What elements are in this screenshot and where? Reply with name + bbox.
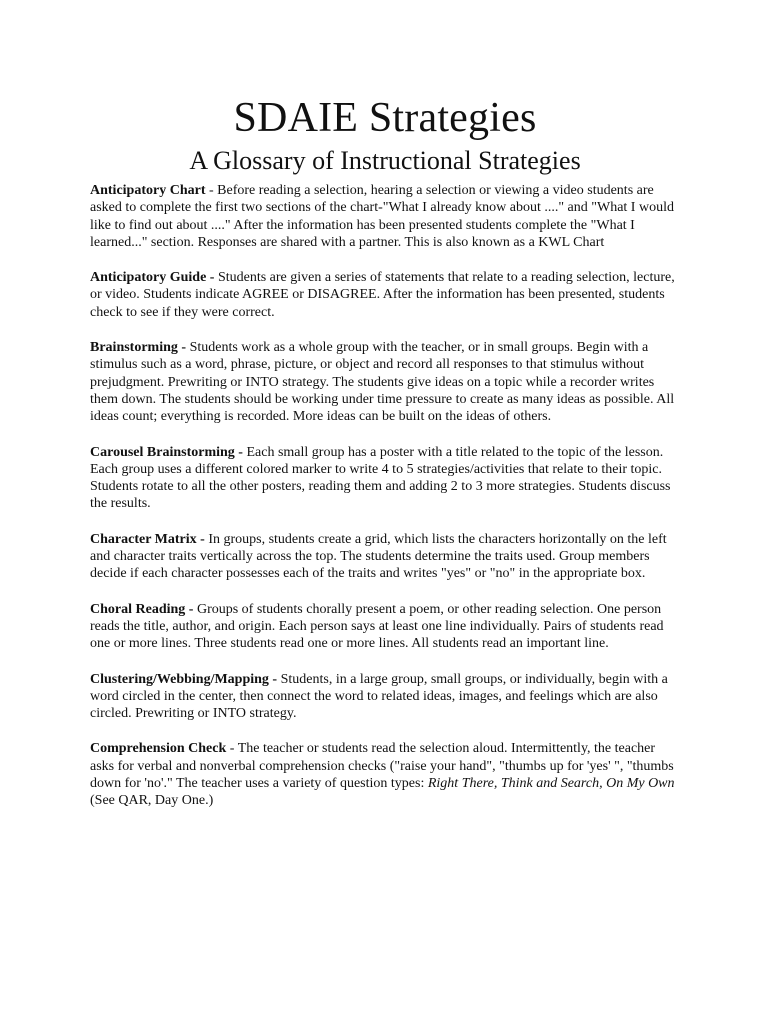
- entry-anticipatory-chart: [90, 182, 680, 251]
- entry-term: Carousel Brainstorming -: [90, 444, 243, 460]
- entry-term: Brainstorming -: [90, 340, 187, 356]
- entry-text: Students work as a whole group with the teacher, or in small groups. Begin with a stimulus such as a word, phrase, picture, or object and record all responses to that stimulus without prejudgment. Prewriting or INTO strategy. The students give ideas on a topic while a recorder writes them down. The students should be working under time pressure to create as many ideas as possible. All ideas count; everything is recorded. More ideas can be built on the ideas of others.: [90, 340, 675, 425]
- entry-text: Each small group has a poster with a title related to the topic of the lesson. Each group uses a different colored marker to write 4 to 5 strategies/activities that relate to their topic. Students rotate to all the other posters, reading them and adding 2 to 3 more strategies. Students discuss the results.: [90, 444, 671, 512]
- entry-term: Comprehension Check: [90, 741, 227, 757]
- entry-choral-reading: [90, 601, 680, 653]
- entry-character-matrix: [90, 531, 680, 583]
- entry-tail: (See QAR, Day One.): [90, 793, 214, 809]
- entry-term: Clustering/Webbing/Mapping -: [90, 671, 278, 687]
- entry-text: Groups of students chorally present a poem, or other reading selection. One person reads the title, author, and origin. Each person says at least one line individually. Pairs of students read one or more lines. Three students read one or more lines. All students read an important line.: [90, 601, 664, 652]
- entry-term: Character Matrix -: [90, 531, 205, 547]
- entry-text: Students, in a large group, small groups, or individually, begin with a word circled in the center, then connect the word to related ideas, images, and feelings which are also circled. Prewriting or INTO strategy.: [90, 671, 668, 722]
- entry-text: The teacher or students read the selection aloud. Intermittently, the teacher asks for verbal and nonverbal comprehension checks ("raise your hand", "thumbs up for 'yes' ", "thumbs down for 'no'." The teacher uses a variety of question types:: [90, 741, 674, 792]
- entry-text: Students are given a series of statements that relate to a reading selection, lecture, or video. Students indicate AGREE or DISAGREE. After the information has been presented, students check to see if they were correct.: [90, 270, 675, 320]
- entry-italic-question-types: Right There, Think and Search, On My Own: [427, 776, 675, 792]
- entry-comprehension-check: [90, 740, 680, 809]
- entry-text: In groups, students create a grid, which lists the characters horizontally on the left and character traits vertically across the top. The students determine the traits used. Group members decide if each character possesses each of the traits and writes "yes" or "no" in the appropriate box.: [90, 531, 667, 582]
- entry-term: Anticipatory Chart: [90, 183, 206, 198]
- entry-separator: -: [205, 183, 218, 198]
- entry-term: Choral Reading -: [90, 601, 194, 617]
- entry-term: Anticipatory Guide -: [90, 270, 215, 286]
- document-page: [90, 92, 680, 828]
- entry-separator: -: [226, 741, 238, 757]
- page-title: SDAIE Strategies: [233, 95, 537, 141]
- entry-clustering-webbing-mapping: [90, 671, 680, 723]
- entry-carousel-brainstorming: [90, 444, 680, 513]
- page-subtitle: A Glossary of Instructional Strategies: [189, 146, 581, 175]
- entry-anticipatory-guide: [90, 269, 680, 321]
- entry-text: Before reading a selection, hearing a selection or viewing a video students are asked to complete the first two sections of the chart-"What I already know about ...." and "What I would like to find out about ...." After the information has been presented students complete the "What I learned..." section. Responses are shared with a partner. This is also known as a KWL Chart: [90, 183, 674, 250]
- entry-brainstorming: [90, 339, 680, 425]
